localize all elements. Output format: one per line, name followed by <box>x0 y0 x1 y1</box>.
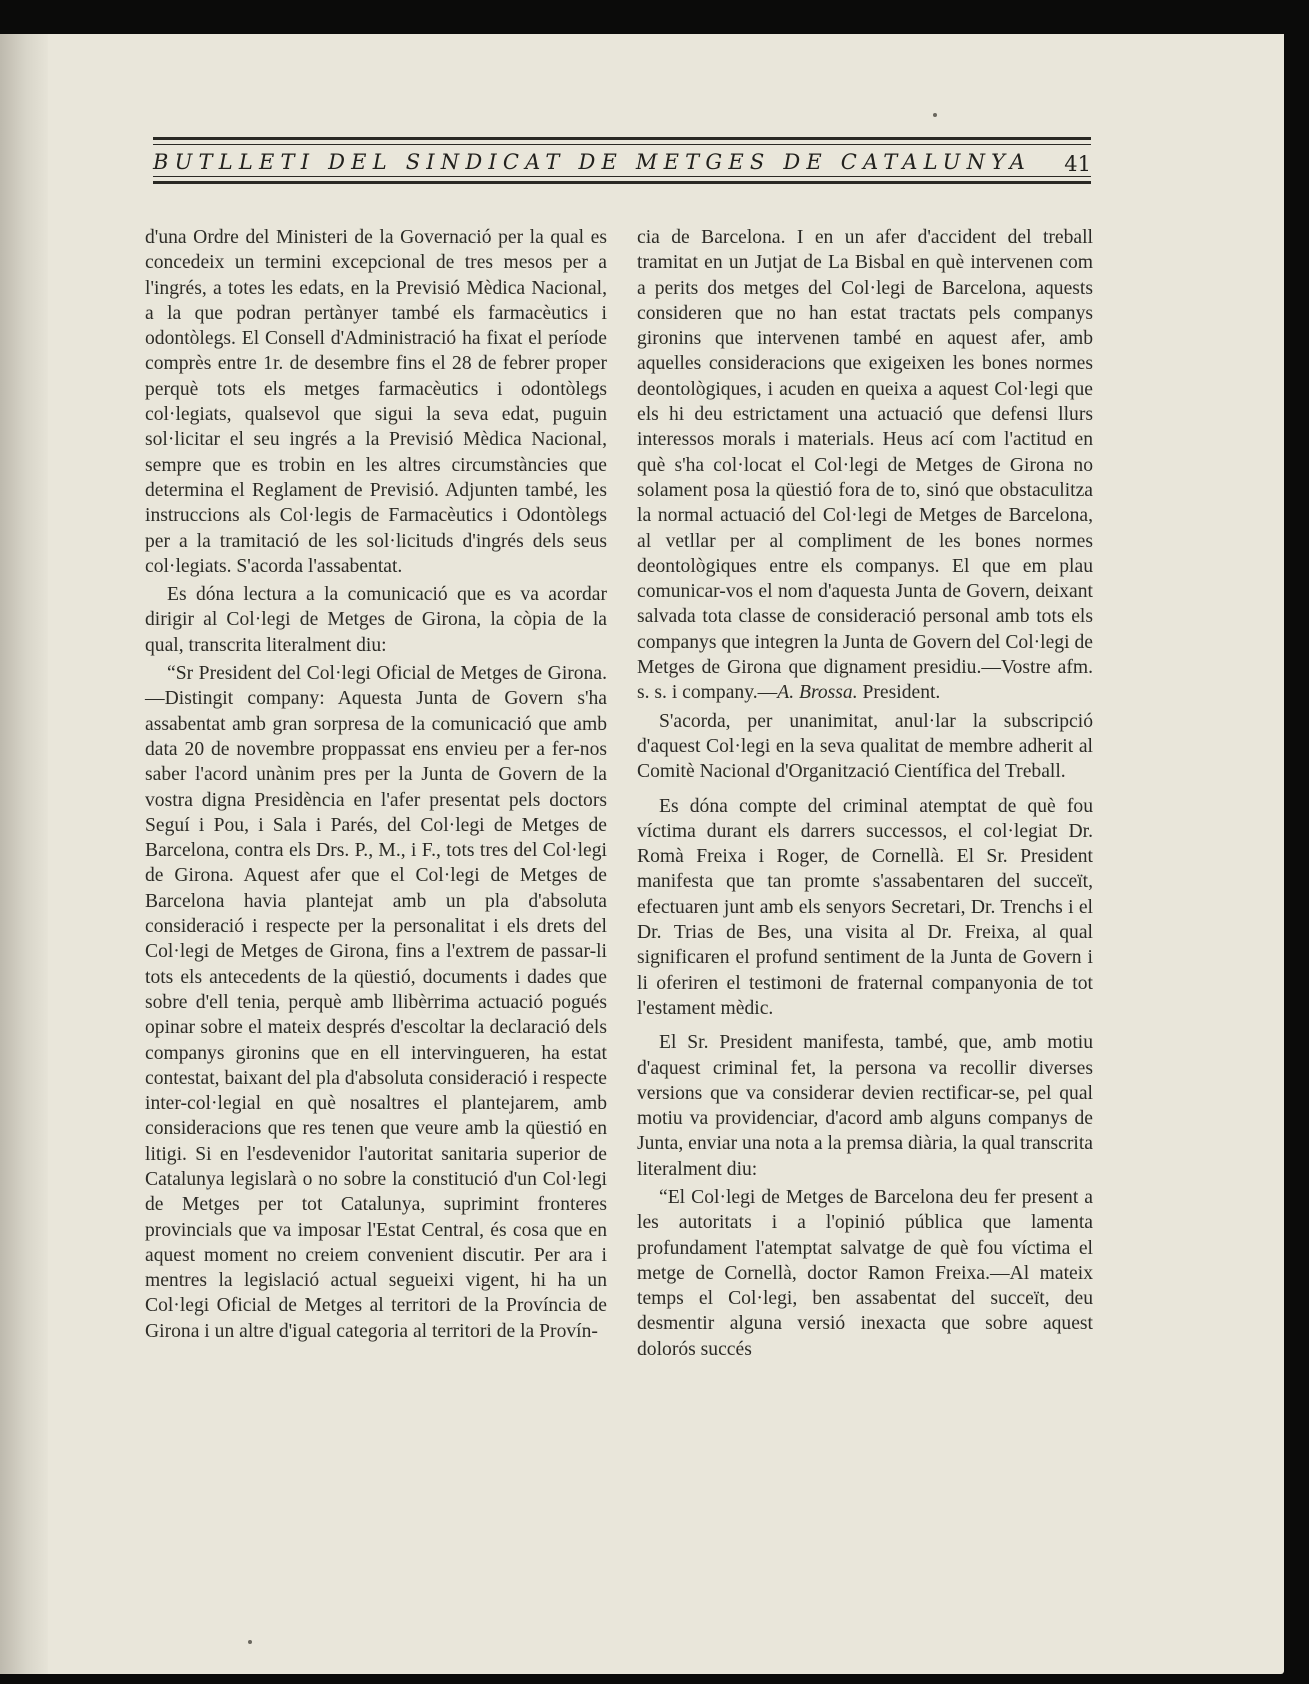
left-text-column <box>145 225 607 1347</box>
header-rule-top-thick <box>153 137 1091 140</box>
left-paragraph-1: d'una Ordre del Ministeri de la Governació per la qual es concedeix un termini excepcional de tres mesos per a l'ingrés, a totes les edats, en la Previsió Mèdica Nacional, a la que podran pertànyer també els farmacèutics i odontòlegs. El Consell d'Administració ha fixat el període comprès entre 1r. de desembre fins el 28 de febrer proper perquè tots els metges farmacèutics i odontòlegs col·legiats, qualsevol que sigui la seva edat, puguin sol·licitar el seu ingrés a la Previsió Mèdica Nacional, sempre que es trobin en les altres circumstàncies que determina el Reglament de Previsió. Adjunten també, les instruccions als Col·legis de Farmacèutics i Odontòlegs per a la tramitació de les sol·licituds d'ingrés dels seus col·legiats. S'acorda l'assabentat. <box>145 227 607 577</box>
letter-body-end: cia de Barcelona. I en un afer d'accident del treball tramitat en un Jutjat de La Bisbal en què intervenen com a perits dos metges del Col·legi de Barcelona, aquests consideren que no han estat tractats pels companys gironins que intervenen també en aquest afer, amb aquelles consideracions que exigeixen les bones normes deontològiques, i acuden en queixa a aquest Col·legi que els hi deu estrictament una actuació que defensi llurs interessos morals i materials. Heus ací com l'actitud en què s'ha col·locat el Col·legi de Metges de Girona no solament posa la qüestió fora de to, sinó que obstaculitza la normal actuació del Col·legi de Metges de Barcelona, al vetllar per al compliment de les bones normes deontològiques entre els companys. El que em plau comunicar-vos el nom d'aquesta Junta de Govern, deixant salvada tota classe de consideració personal amb tots els companys que integren la Junta de Govern del Col·legi de Metges de Girona que dignament presidiu.—Vostre afm. s. s. i company.— <box>637 227 1093 704</box>
running-header <box>153 103 1091 197</box>
journal-title: BUTLLETI DEL SINDICAT DE METGES DE CATALUNYA <box>153 150 1031 174</box>
page-number: 41 <box>1064 152 1091 176</box>
left-paragraph-2: Es dóna lectura a la comunicació que es va acordar dirigir al Col·legi de Metges de Girona, la còpia de la qual, transcrita literalment diu: <box>145 584 607 656</box>
page-gutter-shadow <box>0 34 48 1674</box>
right-paragraph-5-quote: “El Col·legi de Metges de Barcelona deu fer present a les autoritats i a l'opinió pública que lamenta profundament l'atemptat salvatge de què fou víctima el metge de Cornellà, doctor Ramon Freixa.—Al mateix temps el Col·legi, ben assabentat del succeït, deu desmentir alguna versió inexacta que sobre aquest dolorós succés <box>637 1186 1093 1360</box>
right-text-column <box>637 225 1093 1365</box>
letter-signature-title: President. <box>857 682 941 704</box>
right-paragraph-4: El Sr. President manifesta, també, que, amb motiu d'aquest criminal fet, la persona va recollir diverses versions que va considerar devien rectificar-se, pel qual motiu va providenciar, d'acord amb alguns companys de Junta, enviar una nota a la premsa diària, la qual transcrita literalment diu: <box>637 1032 1093 1180</box>
header-rule-bottom-thick <box>153 181 1091 184</box>
header-rule-top-thin <box>153 144 1091 145</box>
right-paragraph-1-letter-end <box>637 225 1093 706</box>
right-paragraph-2: S'acorda, per unanimitat, anul·lar la subscripció d'aquest Col·legi en la seva qualitat de membre adherit al Comitè Nacional d'Organització Científica del Treball. <box>637 710 1093 783</box>
letter-signature: A. Brossa. <box>777 682 858 704</box>
header-rule-bottom-thin <box>153 176 1091 177</box>
paper-speck <box>933 113 937 117</box>
right-paragraph-3: Es dóna compte del criminal atemptat de què fou víctima durant els darrers successos, el col·legiat Dr. Romà Freixa i Roger, de Cornellà. El Sr. President manifesta que tan promte s'assabentaren del succeït, efectuaren junt amb els senyors Secretari, Dr. Trenchs i el Dr. Trias de Bes, una visita al Dr. Freixa, al qual significaren el profund sentiment de la Junta de Govern i li oferiren el testimoni de fraternal companyonia de tot l'estament mèdic. <box>637 795 1093 1019</box>
paper-speck <box>248 1640 252 1644</box>
left-paragraph-3-letter: “Sr President del Col·legi Oficial de Metges de Girona.—Distingit company: Aquesta Junta de Govern s'ha assabentat amb gran sorpresa de la comunicació que amb data 20 de novembre proppassat ens envieu per a fer-nos saber l'acord unànim pres per la Junta de Govern de la vostra digna Presidència en l'afer presentat pels doctors Seguí i Pou, i Sala i Parés, del Col·legi de Metges de Barcelona, contra els Drs. P., M., i F., tots tres del Col·legi de Girona. Aquest afer que el Col·legi de Metges de Barcelona havia plantejat amb un pla d'absoluta consideració i respecte per la personalitat i els drets del Col·legi de Metges de Girona, fins a l'extrem de passar-li tots els antecedents de la qüestió, documents i dades que sobre d'ell tenia, perquè amb llibèrrima actuació pogués opinar sobre el mateix després d'escoltar la declaració dels companys gironins que en ell intervingueren, ha estat contestat, baixant del pla d'absoluta consideració i respecte inter-col·legial en què nosaltres el plantejarem, amb consideracions que res tenen que veure amb la qüestió en litigi. Si en l'esdevenidor l'autoritat sanitaria superior de Catalunya legislarà o no sobre la constitució d'un Col·legi de Metges per tot Catalunya, suprimint fronteres provincials que va imposar l'Estat Central, és cosa que en aquest moment no creiem convenient discutir. Per ara i mentres la legislació actual segueixi vigent, hi ha un Col·legi Oficial de Metges al territori de la Província de Girona i un altre d'igual categoria al territori de la Provín- <box>145 663 607 1342</box>
